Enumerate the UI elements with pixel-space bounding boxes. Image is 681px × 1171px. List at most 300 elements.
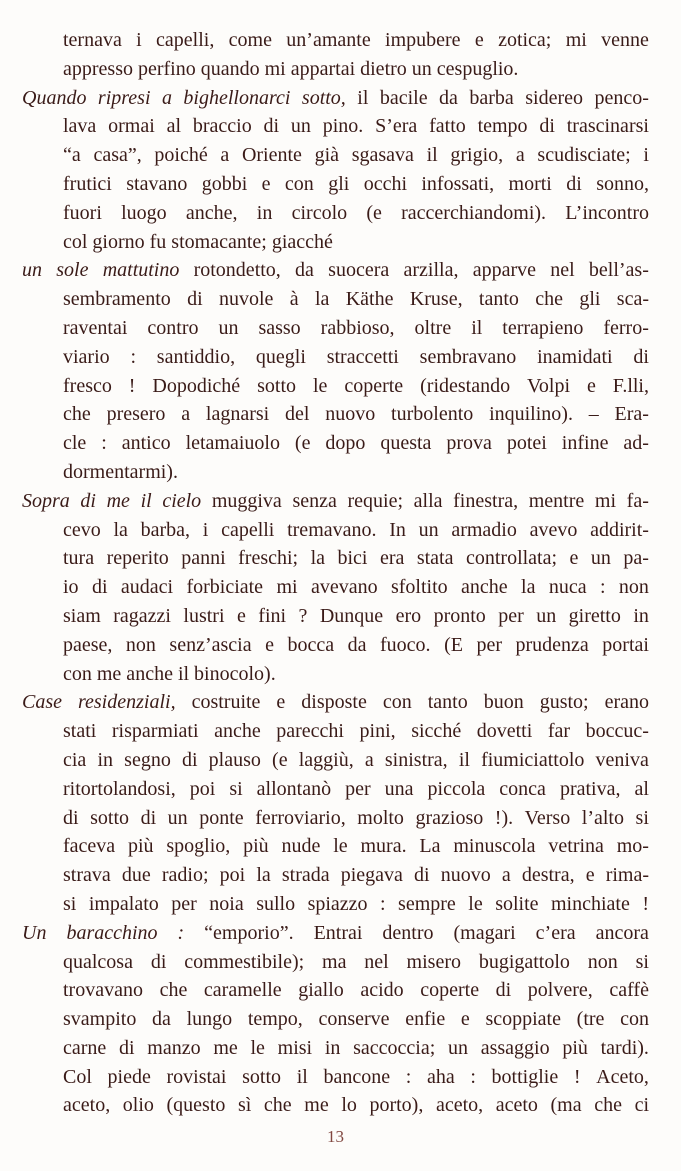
word: un [536,604,557,627]
word: (tre [576,1008,605,1031]
word: potei [506,432,547,455]
word: sotto [90,806,130,829]
word: con [382,691,412,714]
word: sgasava [351,144,414,167]
italic-word: Sopra [22,489,70,512]
word: qualcosa [63,950,133,973]
italic-word: cielo [162,489,202,512]
word: la [256,864,271,887]
word: infine [561,432,609,455]
word: : [599,576,606,599]
word: avevo [529,518,578,541]
word: stavano [126,172,188,195]
word: apparve [472,259,536,282]
word: di [91,576,108,599]
word: in [97,748,114,771]
word: : [470,1065,476,1088]
word: (e [272,748,288,771]
text: dormentarmi). [63,460,178,483]
word: Käthe [345,288,394,311]
word: F.lli, [612,374,649,397]
word: (E [444,633,463,656]
word: commestibile); [184,950,305,973]
word: sembramento [63,288,171,311]
word: prudenza [515,633,589,656]
word: sembravano [419,345,517,368]
text-line [63,1005,649,1034]
text-line [63,976,649,1005]
text-line [63,141,649,170]
word: tura [63,547,95,570]
word: faceva [63,835,116,858]
word: le [468,892,483,915]
text-line [63,660,649,689]
word: io [63,576,79,599]
word: (e [366,201,382,224]
word: assaggio [480,1036,550,1059]
word: poi [219,864,246,887]
word: strada [281,864,330,887]
word: : [405,1065,412,1088]
word: Aceto, [596,1065,649,1088]
word: prova [446,432,492,455]
word: di [187,288,203,311]
text-line [22,919,649,948]
word: laggiù, [298,748,354,771]
word: fuoco. [380,633,431,656]
word: di [150,950,167,973]
word: non [125,633,156,656]
word: bell’as- [588,259,649,282]
word: per [498,604,524,627]
word: scoppiate [485,1008,561,1031]
word: e [265,633,274,656]
word: sca- [616,288,649,311]
italic-word: sotto, [301,86,346,109]
word: polvere, [527,979,593,1002]
text-line [63,746,649,775]
word: che [63,403,91,426]
word: gli [328,172,350,195]
word: finestra, [453,489,519,512]
word: à [289,288,299,311]
word: giretto [568,604,621,627]
word: si [229,777,243,800]
word: veniva [595,748,649,771]
word: grigio, [450,144,504,167]
word: – [588,403,599,426]
word: presero [106,403,166,426]
word: enfie [405,1008,446,1031]
italic-word: : [177,921,185,944]
word: cia [63,748,87,771]
word: con [620,1008,649,1031]
word: sempre [398,892,456,915]
word: stata [416,547,454,570]
word: controllata; [465,547,558,570]
text-line [63,199,649,228]
word: Kruse, [409,288,463,311]
word: nude [281,835,321,858]
word: tempo [477,115,528,138]
word: a [501,864,511,887]
word: mentre [528,489,585,512]
word: bacile [379,86,428,109]
word: fatto [429,115,466,138]
word: bici [337,547,368,570]
word: conca [499,777,546,800]
text-line [63,602,649,631]
italic-word: a [161,86,172,109]
word: luogo [121,201,167,224]
word: audaci [120,576,174,599]
word: ma [322,950,347,973]
word: anche [214,720,261,743]
word: con [284,172,314,195]
text-line [63,890,649,919]
word: da [152,1008,171,1031]
word: sfoltito [390,576,448,599]
word: : [380,892,386,915]
word: lustri [183,604,225,627]
word: (questo [166,1094,226,1117]
word: i [202,518,209,541]
word: contro [147,316,199,339]
word: e [236,604,246,627]
word: tremavano. [287,518,377,541]
word: ero [395,604,422,627]
word: una [384,777,414,800]
word: mi [276,576,298,599]
word: la [310,547,326,570]
word: infossati, [421,172,495,195]
word: tardi). [600,1036,649,1059]
word: dopo [325,432,366,455]
word: inamidati [537,345,613,368]
word: saccoccia; [353,1036,436,1059]
word: conserve [318,1008,390,1031]
word: e [474,29,484,51]
word: la [314,288,330,311]
text-line [22,256,649,285]
word: nel [364,950,389,973]
word: si [635,806,649,829]
word: tempo, [247,1008,303,1031]
word: che [159,979,188,1002]
text-line [63,1091,649,1120]
word: più [128,835,154,858]
word: bocca [287,633,335,656]
text-line [63,861,649,890]
word: spiazzo [307,892,368,915]
word: prativa, [559,777,621,800]
word: in [256,201,273,224]
word: muggiva [211,489,282,512]
word: in [633,604,649,627]
word: il [471,316,483,339]
text-line [63,1063,649,1092]
word: bottiglie [491,1065,559,1088]
word: terrapieno [502,316,584,339]
word: rabbioso, [320,316,395,339]
italic-word: ripresi [97,86,151,109]
word: Col [63,1065,92,1088]
word: che [263,1094,292,1117]
word: straccetti [326,345,399,368]
word: acido [360,979,404,1002]
italic-word: mattutino [102,259,180,282]
word: anche, [185,201,238,224]
word: dovetti [476,720,533,743]
word: questa [380,432,432,455]
word: e [586,374,596,397]
word: la [521,576,536,599]
word: stati [63,720,97,743]
word: venne [601,29,649,51]
word: sasso [258,316,301,339]
word: piccola [427,777,486,800]
word: di [414,864,430,887]
word: al [634,777,649,800]
word: alla [413,489,443,512]
word: fuori [63,201,102,224]
word: ci [634,1094,649,1117]
word: già [314,144,340,167]
word: il [357,86,369,109]
word: destra, [521,864,575,887]
word: a [220,144,230,167]
text-line [63,170,649,199]
word: In [389,518,406,541]
word: di [140,806,157,829]
word: a [181,403,191,426]
word: inquilino). [489,403,573,426]
text-line [63,573,649,602]
italic-word: Un [22,921,47,944]
italic-word: un [22,259,42,282]
text-line [63,343,649,372]
word: aceto, [63,1094,111,1117]
word: lava [63,115,97,138]
text-line [22,487,649,516]
text-line [63,55,649,84]
word: ternava [63,29,122,51]
word: mi [565,29,587,51]
word: (e [294,432,311,455]
word: era [379,547,405,570]
word: il [426,144,438,167]
word: raccerchiandomi). [401,201,547,224]
word: sonno, [596,172,649,195]
word: fa- [626,489,649,512]
word: per [345,777,371,800]
word: occhi [363,172,407,195]
word: molto [357,806,404,829]
text-line [63,228,649,257]
text-line [63,717,649,746]
word: senz’ascia [169,633,252,656]
word: solite [495,892,539,915]
word: : [130,345,136,368]
word: da [347,633,367,656]
word: mura. [360,835,407,858]
word: rotondetto, [193,259,281,282]
word: gobbi [201,172,248,195]
word: piegava [340,864,403,887]
word: viario [63,345,110,368]
word: ferro- [603,316,649,339]
word: per [171,892,197,915]
word: di [495,979,512,1002]
word: aha [426,1065,455,1088]
word: fini [258,604,287,627]
word: S’era [375,115,418,138]
word: caramelle [203,979,282,1002]
word: Era- [614,403,649,426]
word: pino. [322,115,364,138]
word: trovavano [63,979,143,1002]
text-line [63,631,649,660]
text-line [63,429,649,458]
word: (magari [453,921,516,944]
word: più [243,835,269,858]
word: anche [461,576,508,599]
word: coperte [420,979,480,1002]
word: impalato [88,892,159,915]
italic-word: me [106,489,130,512]
word: caffè [609,979,649,1002]
word: segno [124,748,171,771]
text-line [22,688,649,717]
word: lungo [186,1008,233,1031]
word: un [418,518,439,541]
word: aceto, [435,1094,484,1117]
word: buon [483,691,524,714]
word: disposte [301,691,367,714]
word: quegli [255,345,306,368]
word: arzilla, [403,259,459,282]
word: di [263,115,280,138]
word: morti [508,172,552,195]
word: Entrai [313,921,363,944]
word: e [569,547,579,570]
word: Dopodiché [152,374,241,397]
italic-word: Case [22,691,62,714]
word: a [364,748,374,771]
text-line [63,314,649,343]
word: c’era [535,921,576,944]
word: che [594,1094,622,1117]
word: parecchi [276,720,344,743]
word: un [447,1036,468,1059]
text-line [63,458,649,487]
word: come [228,29,272,51]
word: sicché [411,720,462,743]
word: carne [63,1036,107,1059]
word: trascinarsi [566,115,649,138]
word: suocera [328,259,390,282]
word: due [121,864,151,887]
word: non [618,576,649,599]
word: radio; [161,864,209,887]
text-line [63,804,649,833]
text-line [63,112,649,141]
word: penco- [594,86,649,109]
word: mi [594,489,617,512]
word: la [113,518,128,541]
word: al [166,115,182,138]
text-line [63,26,649,55]
page-text [22,26,649,1120]
word: “emporio”. [204,921,294,944]
word: nuca [548,576,587,599]
word: (ridestando [420,374,511,397]
word: grazioso [415,806,484,829]
word: porto), [369,1094,424,1117]
word: Volpi [527,374,571,397]
word: e [276,691,286,714]
word: requie; [347,489,404,512]
word: : [101,432,107,455]
word: rima- [605,864,649,887]
word: L’incontro [565,201,649,224]
word: allontanò [256,777,332,800]
word: reperito [106,547,169,570]
word: e [460,1008,470,1031]
word: pini, [359,720,396,743]
word: il [458,748,470,771]
word: più [562,1036,588,1059]
word: sidereo [525,86,584,109]
word: letamaiuolo [185,432,280,455]
word: ritortolandosi, [63,777,176,800]
text-line [63,400,649,429]
word: portai [602,633,649,656]
word: del [285,403,310,426]
word: fiumiciattolo [481,748,585,771]
word: tanto [427,691,468,714]
word: capelli [221,518,275,541]
word: poiché [154,144,208,167]
text-line [63,544,649,573]
word: l’alto [581,806,624,829]
word: le [333,835,348,858]
word: piede [107,1065,151,1088]
word: le [250,1036,265,1059]
word: da [439,86,458,109]
word: minchiate [551,892,630,915]
word: antico [121,432,171,455]
word: raventai [63,316,128,339]
word: risparmiati [111,720,199,743]
word: scudisciate; [537,144,631,167]
word: turbolento [391,403,474,426]
italic-word: di [80,489,96,512]
word: sì [237,1094,252,1117]
word: braccio [192,115,252,138]
word: oltre [414,316,452,339]
word: minuscola [453,835,536,858]
word: panni [181,547,226,570]
word: Verso [524,806,571,829]
word: noia [209,892,244,915]
text: appresso perfino quando mi appartai dietro un cespuglio. [63,57,519,80]
word: aceto [495,1094,538,1117]
word: che [535,288,563,311]
word: il [296,1065,308,1088]
word: vetrina [548,835,604,858]
word: “a [63,144,81,167]
